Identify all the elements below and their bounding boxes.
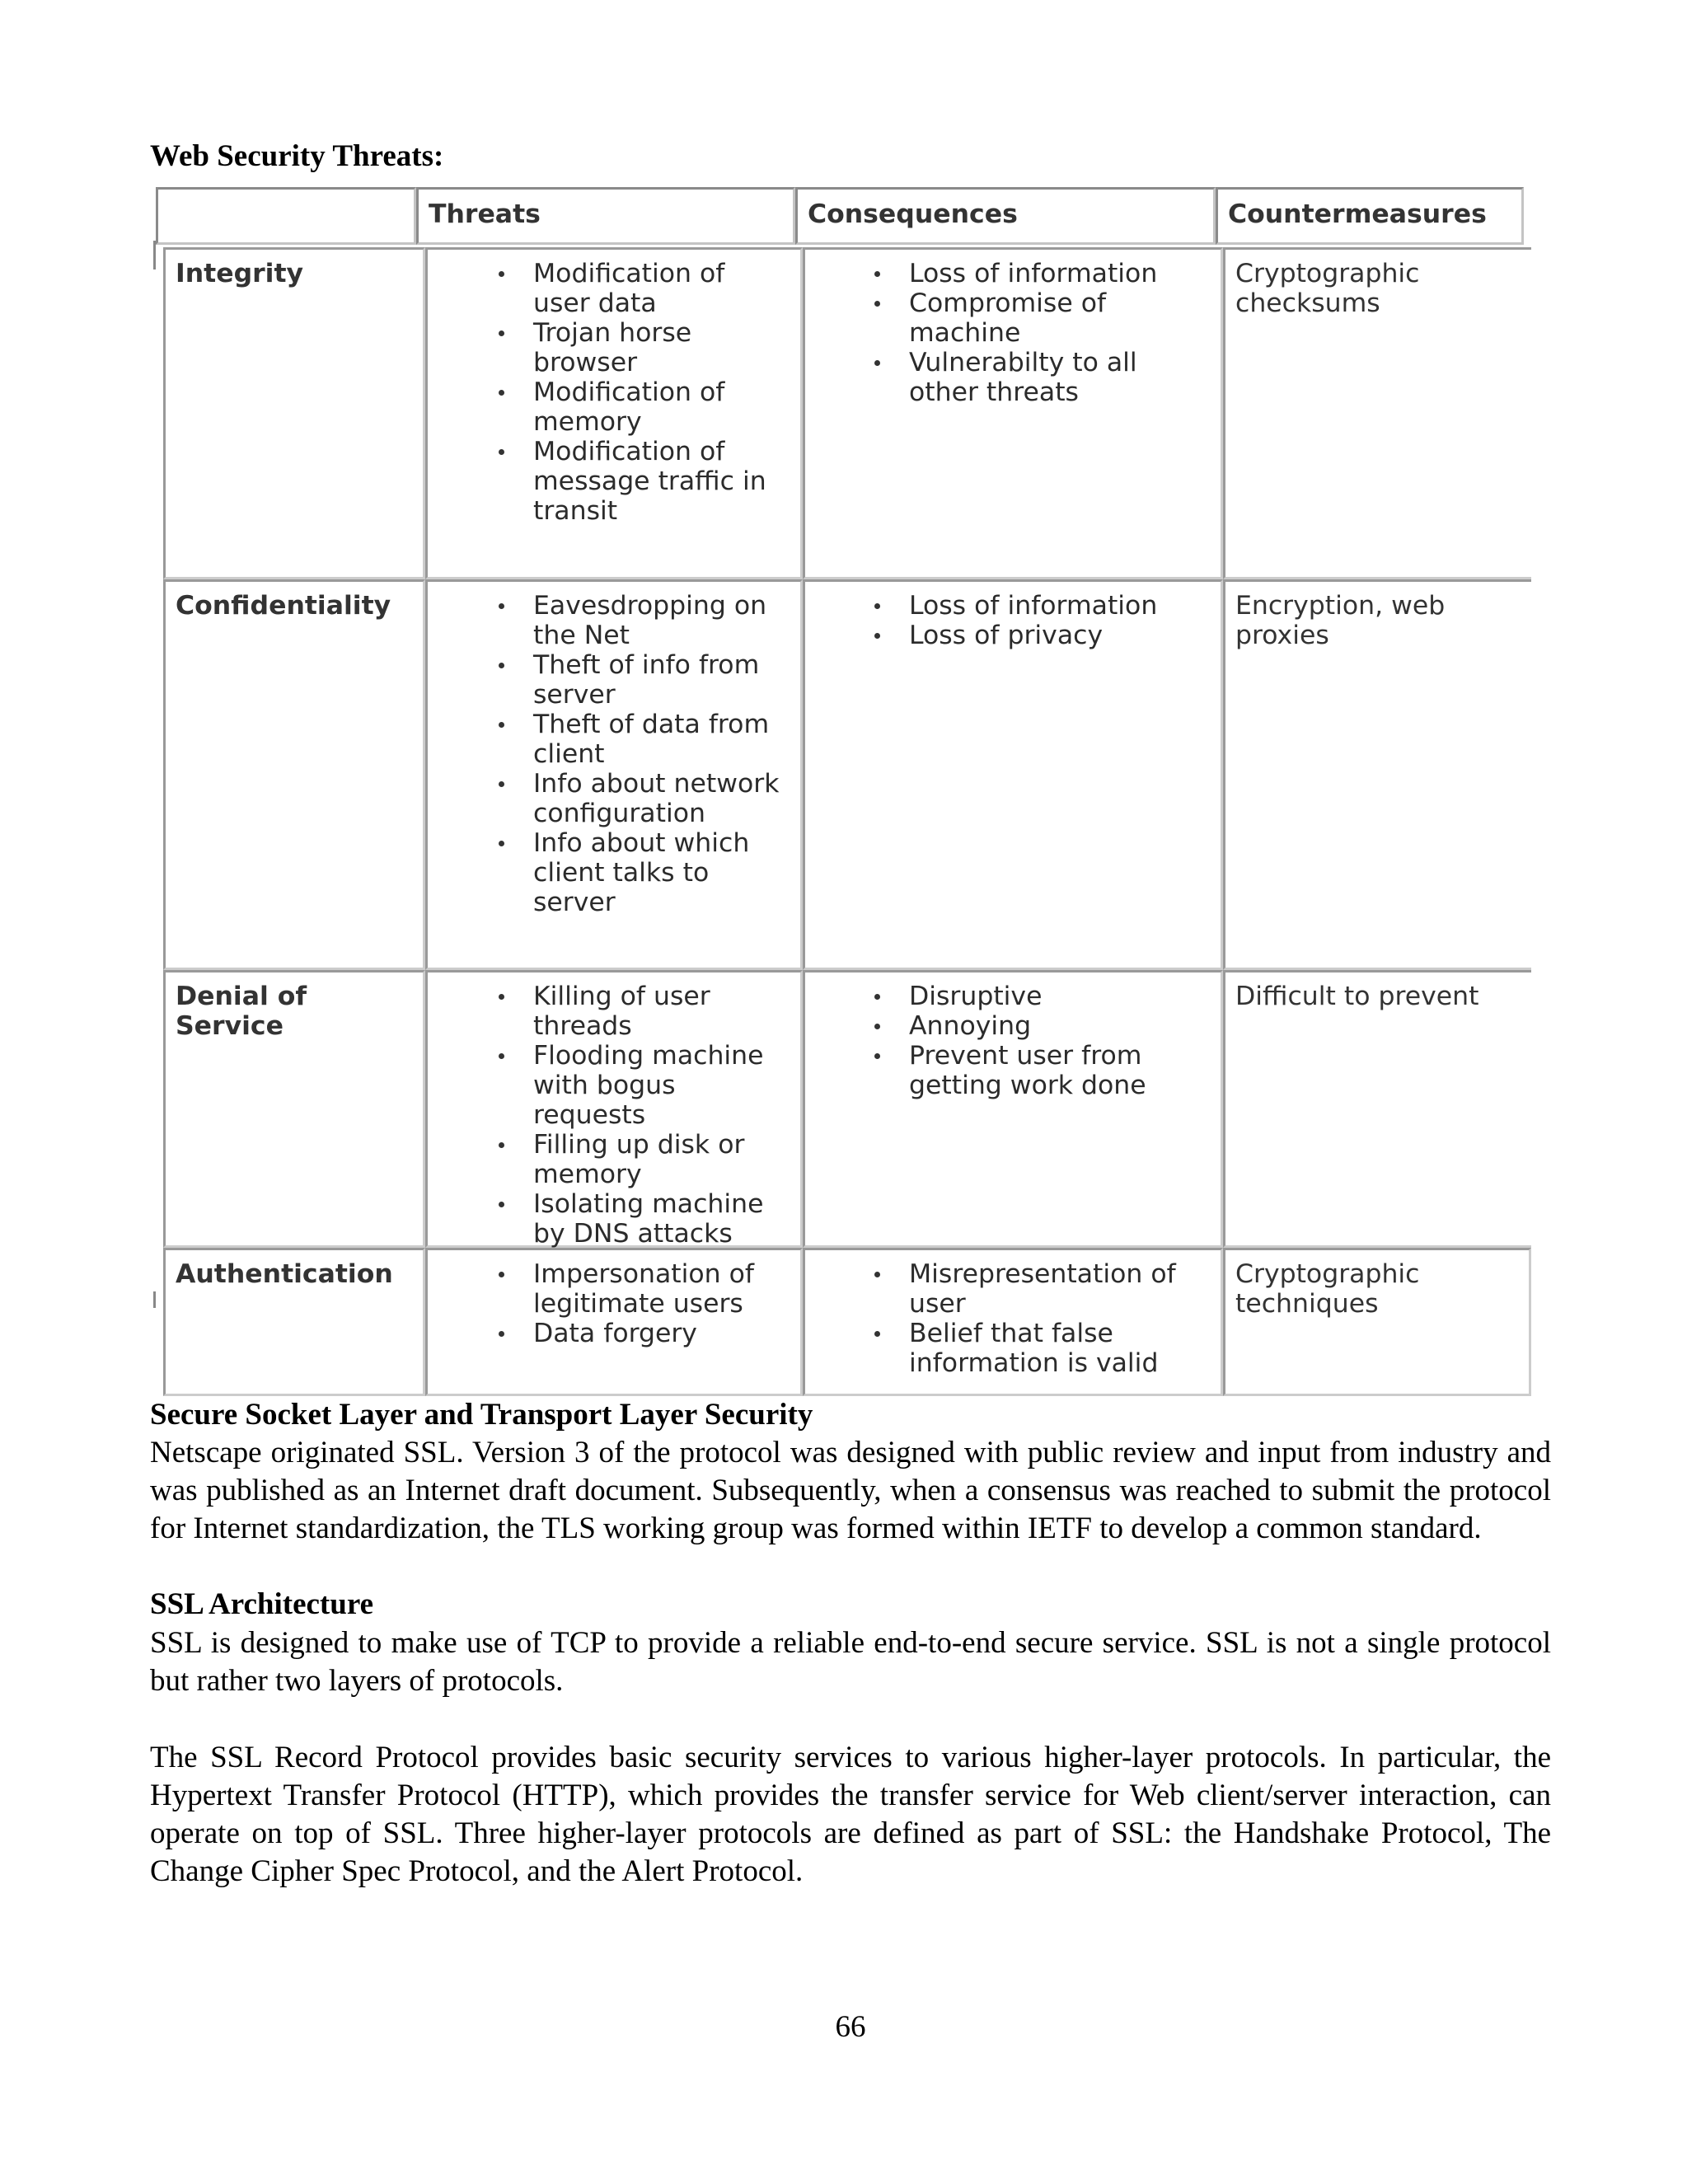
row-confidentiality-countermeasures-cell — [1223, 579, 1531, 970]
paragraph-ssl-architecture-1: SSL is designed to make use of TCP to provide a reliable end-to-end secure service. SSL is not a single protocol but rather two layers of protocols. — [150, 1626, 1551, 1698]
list-item: Modification of message traffic in transit — [533, 437, 780, 526]
heading-ssl-tls: Secure Socket Layer and Transport Layer Security — [150, 1398, 813, 1432]
paragraph-ssl-architecture-2: The SSL Record Protocol provides basic security services to various higher-layer protocols. In particular, the Hypertext Transfer Protocol (HTTP), which provides the transfer service for Web client/server interaction, can operate on top of SSL. Three higher-layer protocols are defined as part of SSL: the Handshake Protocol, The Change Cipher Spec Protocol, and the Alert Protocol. — [150, 1741, 1551, 1888]
row-integrity-category-cell — [163, 247, 425, 579]
threats-list — [533, 982, 780, 1249]
row-integrity-consequences-cell — [803, 247, 1223, 579]
countermeasure-text: Cryptographic checksums — [1235, 259, 1420, 318]
row-category: Authentication — [176, 1259, 393, 1289]
list-item: Loss of information — [909, 591, 1181, 621]
list-item: Disruptive — [909, 982, 1181, 1011]
list-item: Info about network configuration — [533, 769, 780, 828]
countermeasure-text: Difficult to prevent — [1235, 982, 1479, 1011]
consequences-list — [909, 591, 1181, 650]
list-item: Vulnerabilty to all other threats — [909, 348, 1181, 407]
list-item: Impersonation of legitimate users — [533, 1259, 780, 1319]
row-confidentiality-consequences-cell — [803, 579, 1223, 970]
threats-list — [533, 1259, 780, 1348]
row-dos-countermeasures-cell — [1223, 970, 1531, 1248]
row-category: Confidentiality — [176, 591, 391, 621]
list-item: Compromise of machine — [909, 288, 1181, 348]
header-consequences-cell — [795, 187, 1216, 245]
row-category: Denial of Service — [176, 982, 307, 1041]
list-item: Loss of information — [909, 259, 1181, 288]
row-authentication-threats-cell — [425, 1248, 803, 1396]
list-item: Data forgery — [533, 1319, 780, 1348]
header-countermeasures: Countermeasures — [1228, 199, 1487, 229]
list-item: Isolating machine by DNS attacks — [533, 1189, 780, 1249]
header-consequences: Consequences — [808, 199, 1018, 229]
list-item: Theft of data from client — [533, 710, 780, 769]
table-edge-line — [153, 241, 156, 269]
row-authentication-category-cell — [163, 1248, 425, 1396]
list-item: Flooding machine with bogus requests — [533, 1041, 780, 1130]
list-item: Loss of privacy — [909, 621, 1181, 650]
list-item: Eavesdropping on the Net — [533, 591, 780, 650]
header-empty-cell — [156, 187, 416, 245]
row-integrity-countermeasures-cell — [1223, 247, 1531, 579]
table-edge-line — [153, 1291, 156, 1308]
consequences-list — [909, 1259, 1181, 1378]
list-item: Prevent user from getting work done — [909, 1041, 1181, 1100]
list-item: Info about which client talks to server — [533, 828, 780, 917]
paragraph-ssl-tls: Netscape originated SSL. Version 3 of the protocol was designed with public review and input from industry and was published as an Internet draft document. Subsequently, when a consensus was reached to submit the protocol for Internet standardization, the TLS working group was formed within IETF to develop a common standard. — [150, 1436, 1551, 1545]
list-item: Misrepresentation of user — [909, 1259, 1181, 1319]
row-confidentiality-threats-cell — [425, 579, 803, 970]
row-authentication-consequences-cell — [803, 1248, 1223, 1396]
row-dos-consequences-cell — [803, 970, 1223, 1248]
header-threats: Threats — [429, 199, 541, 229]
consequences-list — [909, 259, 1181, 407]
list-item: Killing of user threads — [533, 982, 780, 1041]
heading-web-security-threats: Web Security Threats: — [150, 139, 444, 173]
list-item: Modification of memory — [533, 377, 780, 437]
header-threats-cell — [416, 187, 795, 245]
threats-table-figure — [150, 183, 1531, 1378]
countermeasure-text: Encryption, web proxies — [1235, 591, 1446, 650]
row-dos-threats-cell — [425, 970, 803, 1248]
list-item: Annoying — [909, 1011, 1181, 1041]
countermeasure-text: Cryptographic techniques — [1235, 1259, 1420, 1319]
row-integrity-threats-cell — [425, 247, 803, 579]
row-dos-category-cell — [163, 970, 425, 1248]
list-item: Trojan horse browser — [533, 318, 780, 377]
consequences-list — [909, 982, 1181, 1100]
header-countermeasures-cell — [1216, 187, 1524, 245]
row-authentication-countermeasures-cell — [1223, 1248, 1531, 1396]
threats-list — [533, 259, 780, 526]
heading-ssl-architecture: SSL Architecture — [150, 1587, 373, 1621]
list-item: Modification of user data — [533, 259, 780, 318]
list-item: Filling up disk or memory — [533, 1130, 780, 1189]
threats-list — [533, 591, 780, 917]
row-category: Integrity — [176, 259, 304, 288]
list-item: Theft of info from server — [533, 650, 780, 710]
row-confidentiality-category-cell — [163, 579, 425, 970]
list-item: Belief that false information is valid — [909, 1319, 1181, 1378]
page-number: 66 — [835, 2010, 866, 2044]
